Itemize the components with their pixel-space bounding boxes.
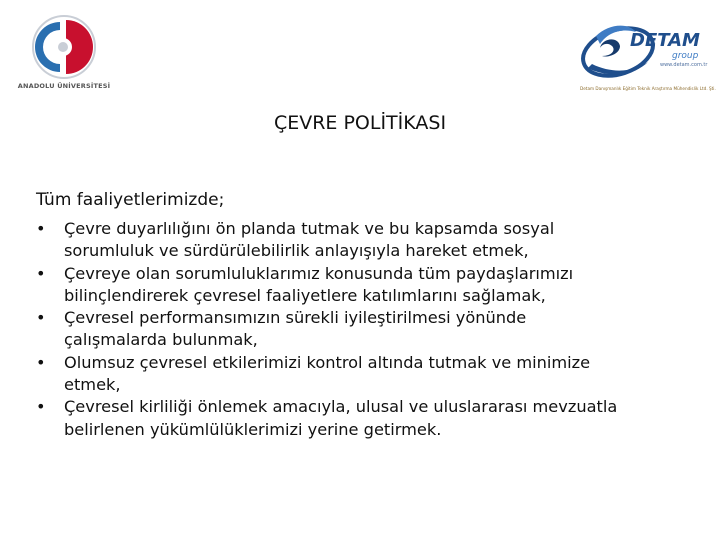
bullet-icon: •: [36, 397, 46, 417]
list-item: [36, 307, 696, 352]
intro-text: Tüm faaliyetlerimizde;: [36, 190, 225, 210]
bullet-icon: •: [36, 308, 46, 328]
university-name: ANADOLU ÜNİVERSİTESİ: [17, 82, 111, 90]
list-item-line: Çevre duyarlılığını ön planda tutmak ve bu kapsamda sosyal: [64, 219, 555, 238]
anadolu-emblem-icon: [14, 14, 114, 80]
list-item-line: sorumluluk ve sürdürülebilirlik anlayışıyla hareket etmek,: [64, 241, 529, 261]
page-title: ÇEVRE POLİTİKASI: [273, 112, 447, 134]
detam-tagline: Detam Danışmanlık Eğitim Teknik Araştırma Mühendislik Ltd. Şti.: [580, 86, 716, 91]
list-item-line: bilinçlendirerek çevresel faaliyetlere katılımlarını sağlamak,: [64, 285, 546, 305]
list-item-line: Çevresel performansımızın sürekli iyileştirilmesi yönünde: [64, 308, 527, 328]
list-item-line: Olumsuz çevresel etkilerimizi kontrol altında tutmak ve minimize: [64, 352, 591, 372]
detam-swoosh-icon: [578, 18, 712, 84]
list-item: [36, 396, 696, 441]
list-item-line: Çevresel kirliliği önlemek amacıyla, ulusal ve uluslararası mevzuatla: [64, 397, 618, 417]
list-item-line: çalışmalarda bulunmak,: [64, 330, 258, 350]
policy-list: [36, 218, 696, 441]
detam-url: www.detam.com.tr: [660, 62, 708, 68]
detam-group-logo: [578, 18, 716, 98]
list-item: [36, 352, 696, 397]
list-item-line: etmek,: [64, 375, 121, 395]
detam-group-text: group: [672, 51, 699, 61]
bullet-icon: •: [36, 263, 46, 283]
detam-brand-text: DETAM: [630, 30, 700, 51]
list-item: [36, 263, 696, 308]
list-item-line: Çevreye olan sorumluluklarımız konusunda tüm paydaşlarımızı: [64, 263, 574, 283]
list-item: [36, 218, 696, 263]
bullet-icon: •: [36, 352, 46, 372]
anadolu-university-logo: [14, 14, 114, 94]
list-item-line: belirlenen yükümlülüklerimizi yerine getirmek.: [64, 419, 442, 439]
bullet-icon: •: [36, 219, 46, 238]
